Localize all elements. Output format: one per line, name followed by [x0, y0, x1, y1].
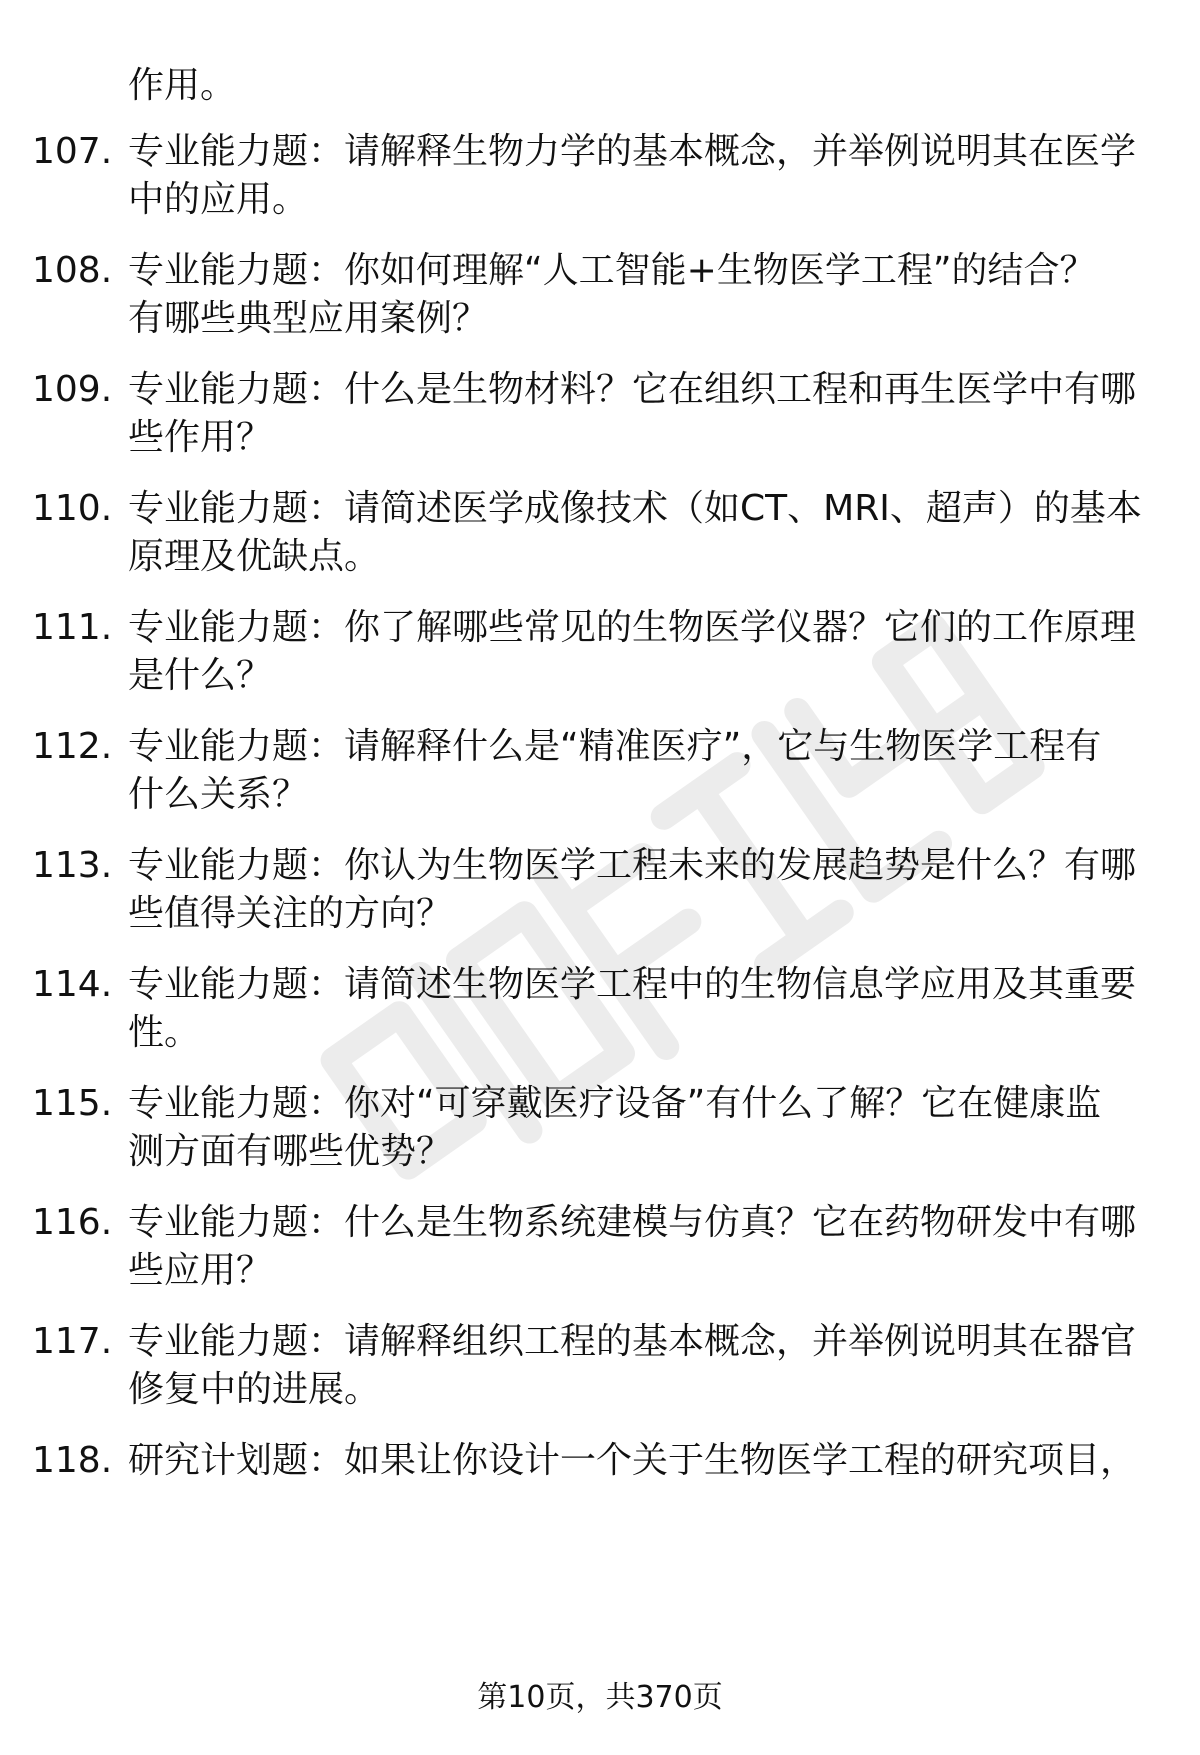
- question-text: [128, 842, 1158, 938]
- question-line: 性。: [128, 1012, 201, 1053]
- question-line: 些作用？: [128, 417, 273, 458]
- question-number: 115.: [32, 1083, 113, 1124]
- question-line: 测方面有哪些优势？: [128, 1131, 453, 1172]
- question-line: 专业能力题：请简述生物医学工程中的生物信息学应用及其重要: [128, 964, 1137, 1005]
- question-number: 110.: [32, 488, 113, 529]
- question-line: 专业能力题：你对“可穿戴医疗设备”有什么了解？它在健康监: [128, 1083, 1102, 1124]
- question-text: [128, 1437, 1158, 1485]
- question-line: 专业能力题：请解释生物力学的基本概念，并举例说明其在医学: [128, 131, 1137, 172]
- question-line: 专业能力题：什么是生物系统建模与仿真？它在药物研发中有哪: [128, 1202, 1137, 1243]
- question-text: [128, 723, 1158, 819]
- question-line: 是什么？: [128, 655, 273, 696]
- question-text: [128, 961, 1158, 1057]
- question-line: 专业能力题：什么是生物材料？它在组织工程和再生医学中有哪: [128, 369, 1137, 410]
- question-text: [128, 604, 1158, 700]
- question-text: [128, 366, 1158, 462]
- question-line: 研究计划题：如果让你设计一个关于生物医学工程的研究项目，: [128, 1440, 1137, 1481]
- question-number: 107.: [32, 131, 113, 172]
- continuation-text: 作用。: [128, 65, 237, 106]
- question-line: 修复中的进展。: [128, 1369, 381, 1410]
- question-number: 114.: [32, 964, 113, 1005]
- question-number: 118.: [32, 1440, 113, 1481]
- question-line: 些值得关注的方向？: [128, 893, 453, 934]
- question-number: 108.: [32, 250, 113, 291]
- question-number: 111.: [32, 607, 113, 648]
- question-line: 有哪些典型应用案例？: [128, 298, 489, 339]
- page-footer: 第10页，共370页: [477, 1680, 723, 1715]
- question-number: 116.: [32, 1202, 113, 1243]
- question-text: [128, 1080, 1158, 1176]
- question-text: [128, 485, 1158, 581]
- question-number: 113.: [32, 845, 113, 886]
- question-text: [128, 1318, 1158, 1414]
- question-line: 原理及优缺点。: [128, 536, 381, 577]
- question-line: 些应用？: [128, 1250, 273, 1291]
- question-text: [128, 247, 1158, 343]
- question-text: [128, 128, 1158, 224]
- question-number: 109.: [32, 369, 113, 410]
- question-line: 专业能力题：你如何理解“人工智能+生物医学工程”的结合？: [128, 250, 1096, 291]
- question-line: 什么关系？: [128, 774, 309, 815]
- question-line: 中的应用。: [128, 179, 309, 220]
- question-line: 专业能力题：请简述医学成像技术（如CT、MRI、超声）的基本: [128, 488, 1142, 529]
- question-number: 117.: [32, 1321, 113, 1362]
- question-line: 专业能力题：请解释什么是“精准医疗”，它与生物医学工程有: [128, 726, 1102, 767]
- question-text: [128, 1199, 1158, 1295]
- question-line: 专业能力题：请解释组织工程的基本概念，并举例说明其在器官: [128, 1321, 1137, 1362]
- question-number: 112.: [32, 726, 113, 767]
- question-line: 专业能力题：你认为生物医学工程未来的发展趋势是什么？有哪: [128, 845, 1137, 886]
- question-line: 专业能力题：你了解哪些常见的生物医学仪器？它们的工作原理: [128, 607, 1137, 648]
